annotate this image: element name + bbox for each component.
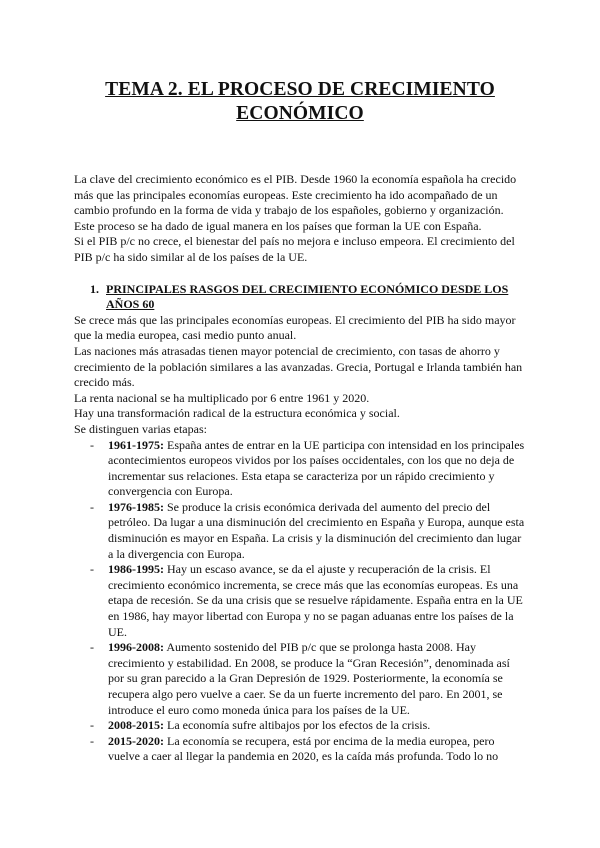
body-paragraph: Se distinguen varias etapas: [74,421,207,436]
list-item [90,718,526,734]
stages-list [74,438,526,765]
list-item [90,437,526,500]
stage-period: 1986-1995: [108,562,164,577]
title-line-1: TEMA 2. EL PROCESO DE CRECIMIENTO [105,79,495,100]
list-dash: - [90,640,94,655]
stage-period: 1976-1985: [108,499,164,514]
list-dash: - [90,499,94,514]
list-item [90,499,526,562]
intro-paragraph: La clave del crecimiento económico es el PIB. Desde 1960 la economía española ha crecido más que las principales economías europeas. Este crecimiento ha ido acompañado de un cambio profundo en la forma de vida y trabajo de los españoles, gobierno y organización. [74,172,517,218]
list-dash: - [90,733,94,748]
body-paragraph: Se crece más que las principales economías europeas. El crecimiento del PIB ha sido mayor que la media europea, casi medio punto anual. [74,312,516,343]
stage-period: 1996-2008: [108,640,164,655]
section-body [74,313,526,438]
stage-text: La economía sufre altibajos por los efectos de la crisis. [164,718,431,733]
stage-period: 1961-1975: [108,437,164,452]
list-item [90,640,526,718]
intro-paragraph: Si el PIB p/c no crece, el bienestar del país no mejora e incluso empeora. El crecimiento del PIB p/c ha sido similar al de los países de la UE. [74,234,515,264]
stage-text: Hay un escaso avance, se da el ajuste y recuperación de la crisis. El crecimiento económico incrementa, se crece más que las economías europeas. Es una etapa de recesión. Se da una crisis que se resuelve rápidamente. España entra en la UE en 1986, hay mayor libertad con Europa y no se pagan aduanas entre los países de la UE. [108,562,523,639]
intro-paragraph: Este proceso se ha dado de igual manera en los países que forman la UE con España. [74,218,482,233]
body-paragraph: Hay una transformación radical de la estructura económica y social. [74,406,400,421]
list-item [90,562,526,640]
stage-text: La economía se recupera, está por encima de la media europea, pero vuelve a caer al llegar la pandemia en 2020, es la caída más profunda. Todo lo no [108,733,499,764]
list-dash: - [90,437,94,452]
stage-period: 2008-2015: [108,718,164,733]
stage-text: Aumento sostenido del PIB p/c que se prolonga hasta 2008. Hay crecimiento y estabilidad. En 2008, se produce la “Gran Recesión”, denominada así por su gran parecido a la Gran Depresión de 1929. Posteriormente, la economía se recupera algo pero vuelve a caer. Se da un fuerte incremento del paro. En 2001, se introduce el euro como moneda única para los países de la UE. [108,640,510,717]
list-dash: - [90,562,94,577]
body-paragraph: Las naciones más atrasadas tienen mayor potencial de crecimiento, con tasas de ahorro y crecimiento de la población similares a las avanzadas. Grecia, Portugal e Irlanda también han crecido más. [74,343,523,390]
page-title [74,0,526,126]
stage-period: 2015-2020: [108,733,164,748]
section-heading [74,282,526,313]
list-dash: - [90,718,94,733]
section-number: 1. [90,281,99,296]
list-item [90,733,526,765]
section-title: PRINCIPALES RASGOS DEL CRECIMIENTO ECONÓMICO DESDE LOS AÑOS 60 [106,281,509,312]
stage-text: España antes de entrar en la UE participa con intensidad en los principales acontecimientos europeos vividos por los países occidentales, con los que no deja de incrementar sus relaciones. Esta etapa se caracteriza por un rápido crecimiento y convergencia con Europa. [108,437,525,499]
body-paragraph: La renta nacional se ha multiplicado por 6 entre 1961 y 2020. [74,390,370,405]
title-line-2: ECONÓMICO [236,103,364,124]
stage-text: Se produce la crisis económica derivada del aumento del precio del petróleo. Da lugar a una disminución del crecimiento en España y Europa, aunque esta disminución es mayor en España. La crisis y la disminución del crecimiento dan lugar a la divergencia con Europa. [108,499,525,561]
intro-section [74,172,526,266]
